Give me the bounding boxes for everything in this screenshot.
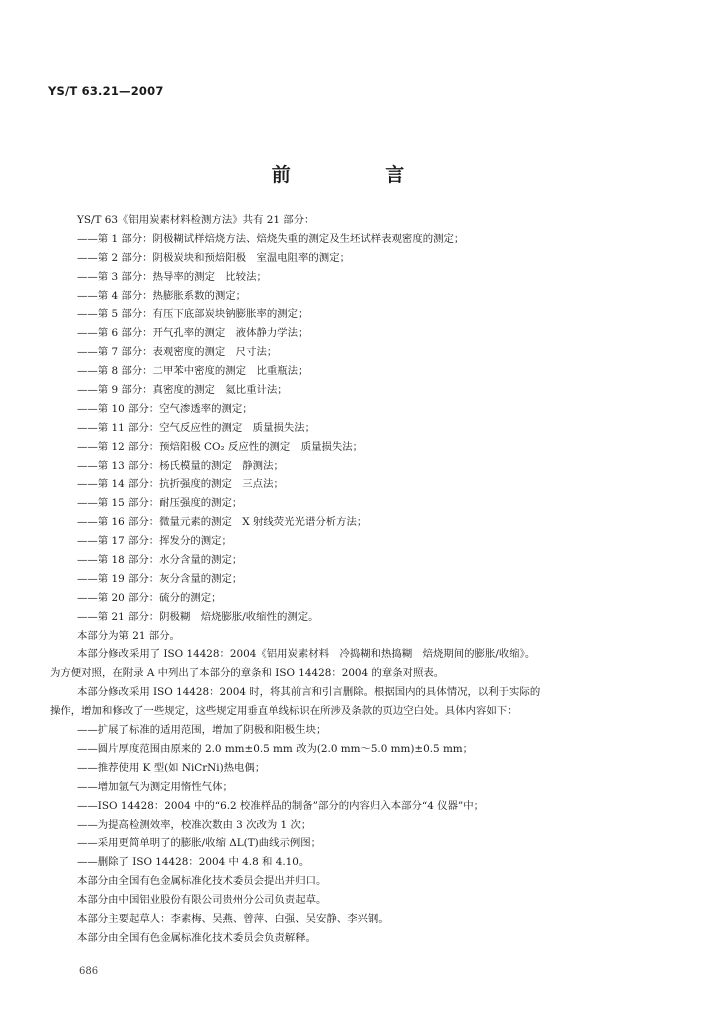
part-item: ——第 17 部分：挥发分的测定；	[77, 535, 232, 548]
part-item: ——第 1 部分：阴极糊试样焙烧方法、焙烧失重的测定及生坯试样表观密度的测定；	[77, 232, 465, 245]
page-title: 前 言	[271, 164, 449, 186]
change-item: ——推荐使用 K 型(如 NiCrNi)热电偶；	[77, 761, 266, 774]
change-item: ——圆片厚度范围由原来的 2.0 mm±0.5 mm 改为(2.0 mm～5.0 mm)±0.5 mm；	[77, 742, 474, 755]
modification-paragraph-continued: 操作，增加和修改了一些规定，这些规定用垂直单线标识在所涉及条款的页边空白处。具体内容如下：	[50, 705, 518, 718]
part-item: ——第 12 部分：预焙阳极 CO₂ 反应性的测定 质量损失法；	[77, 440, 364, 453]
modification-paragraph-continued: 为方便对照，在附录 A 中列出了本部分的章条和 ISO 14428：2004 的章条对照表。	[50, 667, 445, 680]
closing-statements	[50, 872, 670, 948]
change-item: ——删除了 ISO 14428：2004 中 4.8 和 4.10。	[77, 856, 310, 869]
part-item: ——第 8 部分：二甲苯中密度的测定 比重瓶法；	[77, 365, 309, 378]
change-item: ——ISO 14428：2004 中的“6.2 校准样品的制备”部分的内容归入本部分“4 仪器”中；	[77, 799, 484, 812]
part-item: ——第 16 部分：微量元素的测定 X 射线荧光光谱分析方法；	[77, 516, 368, 529]
intro-line: YS/T 63《铝用炭素材料检测方法》共有 21 部分：	[77, 214, 315, 226]
modification-paragraph: 本部分修改采用 ISO 14428：2004 时，将其前言和引言删除。根据国内的具体情况，以利于实际的	[77, 686, 541, 699]
change-item: ——为提高检测效率，校准次数由 3 次改为 1 次；	[77, 818, 312, 831]
page-number: 686	[79, 966, 99, 977]
part-item: ——第 6 部分：开气孔率的测定 液体静力学法；	[77, 327, 309, 340]
part-item: ——第 15 部分：耐压强度的测定；	[77, 497, 243, 510]
part-item: ——第 21 部分：阴极糊 焙烧膨胀/收缩性的测定。	[77, 610, 319, 623]
part-item: ——第 4 部分：热膨胀系数的测定；	[77, 289, 247, 302]
foreword-body	[50, 211, 670, 948]
part-item: ——第 3 部分：热导率的测定 比较法；	[77, 270, 267, 283]
statement-this-part: 本部分为第 21 部分。	[77, 629, 180, 642]
closing-line: 本部分主要起草人：李素梅、吴燕、曾萍、白强、吴安静、李兴钢。	[77, 912, 389, 925]
part-item: ——第 20 部分：硫分的测定；	[77, 591, 222, 604]
part-item: ——第 11 部分：空气反应性的测定 质量损失法；	[77, 421, 316, 434]
change-item: ——采用更简单明了的膨胀/收缩 ΔL(T)曲线示例图；	[77, 837, 322, 850]
parts-list	[50, 230, 670, 627]
part-item: ——第 5 部分：有压下底部炭块钠膨胀率的测定；	[77, 308, 309, 321]
part-item: ——第 2 部分：阴极炭块和预焙阳极 室温电阻率的测定；	[77, 251, 350, 264]
closing-line: 本部分由中国铝业股份有限公司贵州分公司负责起草。	[77, 894, 327, 907]
closing-line: 本部分由全国有色金属标准化技术委员会负责解释。	[77, 931, 316, 944]
standard-code-header: YS/T 63.21—2007	[48, 84, 164, 98]
part-item: ——第 10 部分：空气渗透率的测定；	[77, 402, 253, 415]
modification-paragraph: 本部分修改采用了 ISO 14428：2004《铝用炭素材料 冷捣糊和热捣糊 焙烧期间的膨胀/收缩》。	[77, 648, 536, 661]
part-item: ——第 14 部分：抗折强度的测定 三点法；	[77, 478, 284, 491]
changes-list	[50, 721, 670, 872]
part-item: ——第 18 部分：水分含量的测定；	[77, 554, 243, 567]
change-item: ——扩展了标准的适用范围，增加了阴极和阳极生块；	[77, 724, 327, 737]
part-item: ——第 13 部分：杨氏模量的测定 静测法；	[77, 459, 284, 472]
part-item: ——第 7 部分：表观密度的测定 尺寸法；	[77, 346, 278, 359]
part-item: ——第 9 部分：真密度的测定 氦比重计法；	[77, 384, 288, 397]
change-item: ——增加氩气为测定用惰性气体；	[77, 780, 233, 793]
closing-line: 本部分由全国有色金属标准化技术委员会提出并归口。	[77, 875, 327, 888]
part-item: ——第 19 部分：灰分含量的测定；	[77, 572, 243, 585]
